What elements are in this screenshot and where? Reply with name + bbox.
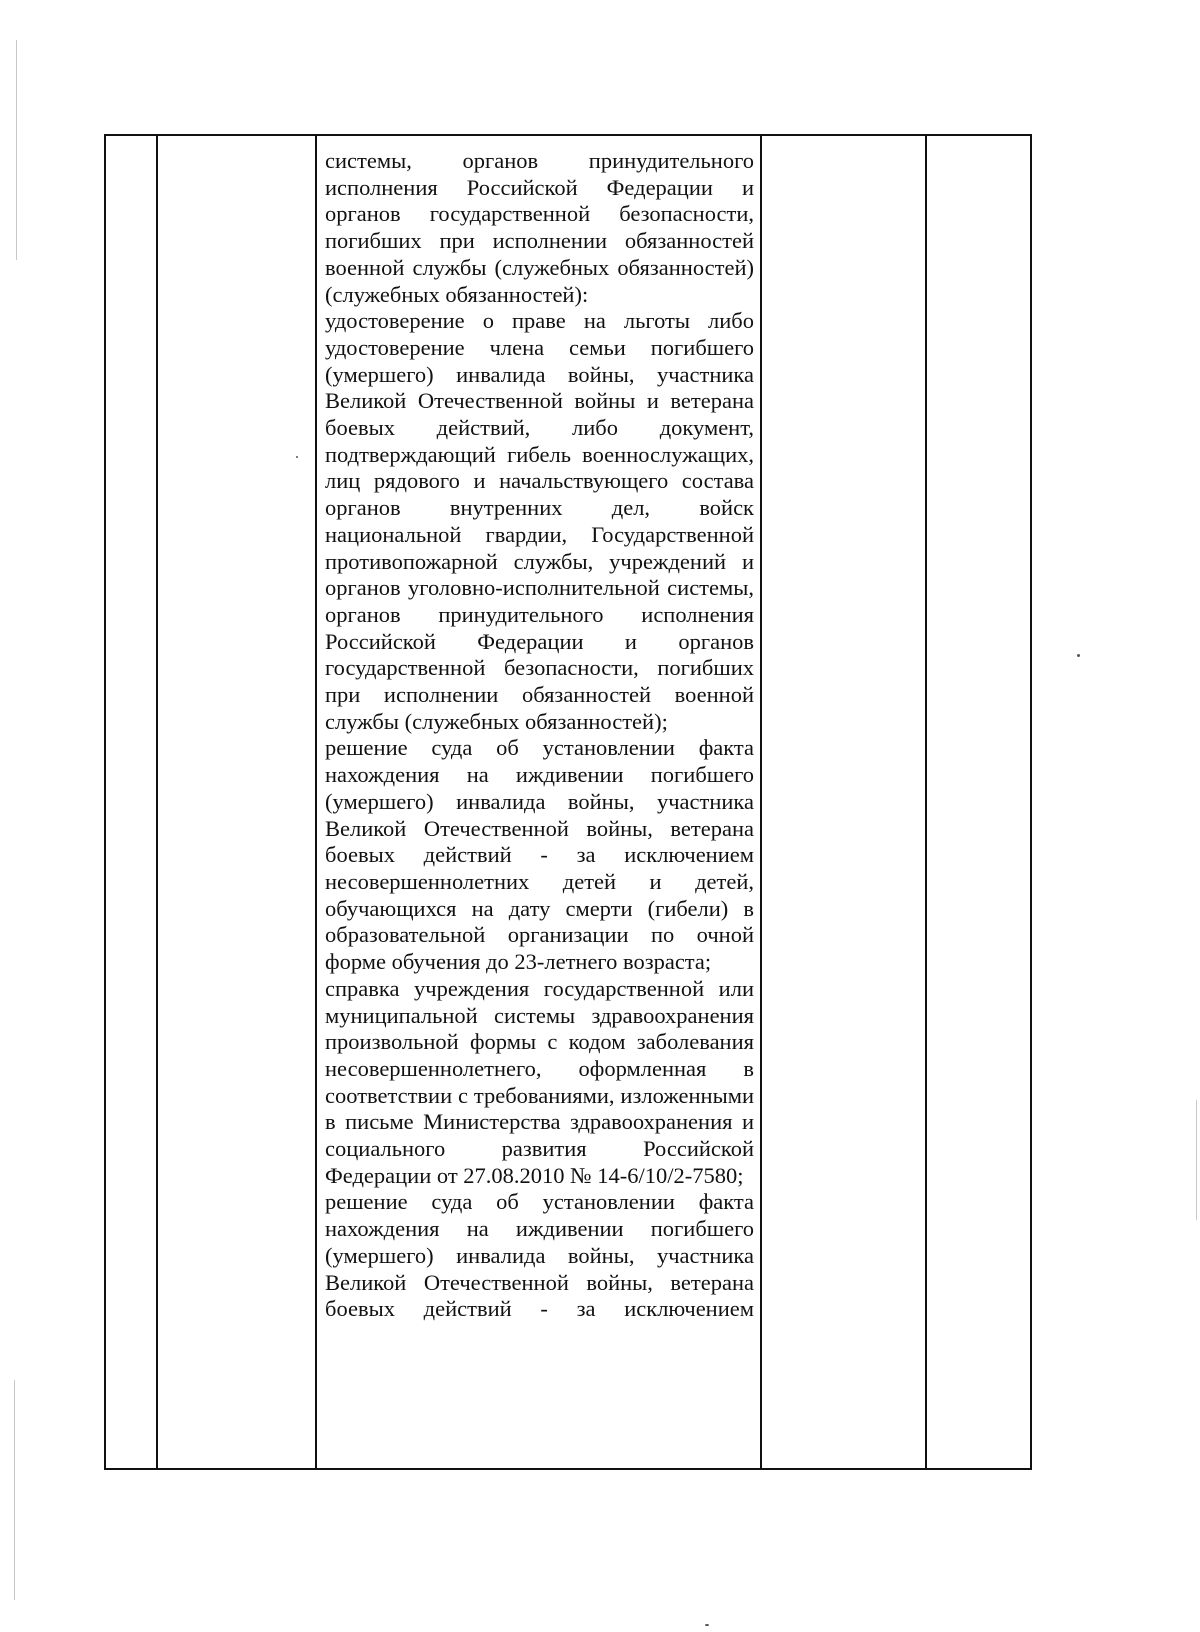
documents-paragraph: решение суда об установлении факта нахождения на иждивении погибшего (умершего) инвалида войны, участника Великой Отечественной войны, ветерана боевых действий - за исключением несовершеннолетних детей и детей, обучающихся на дату смерти (гибели) в образовательной организации по очной форме обучения до 23-летнего возраста; (325, 735, 754, 975)
documents-list (317, 136, 760, 1323)
scan-mark-right (1196, 1100, 1197, 1220)
table-row (105, 135, 1031, 1469)
documents-paragraph: удостоверение о праве на льготы либо удостоверение члена семьи погибшего (умершего) инвалида войны, участника Великой Отечественной войны и ветерана боевых действий, либо документ, подтверждающий гибель военнослужащих, лиц рядового и начальствующего состава органов внутренних дел, войск национальной гвардии, Государственной противопожарной службы, учреждений и органов уголовно-исполнительной системы, органов принудительного исполнения Российской Федерации и органов государственной безопасности, погибших при исполнении обязанностей военной службы (служебных обязанностей); (325, 308, 754, 734)
table-cell-extra (926, 135, 1031, 1469)
table-cell-notes (761, 135, 926, 1469)
scan-speck (1077, 654, 1080, 657)
scan-mark-left-lower (14, 1380, 15, 1600)
scan-speck (705, 1624, 709, 1626)
table-cell-category (157, 135, 316, 1469)
documents-paragraph: справка учреждения государственной или муниципальной системы здравоохранения произвольной формы с кодом заболевания несовершеннолетнего, оформленная в соответствии с требованиями, изложенными в письме Министерства здравоохранения и социального развития Российской Федерации от 27.08.2010 № 14-6/10/2-7580; (325, 975, 754, 1188)
scan-mark-left (16, 40, 17, 260)
documents-paragraph: системы, органов принудительного исполнения Российской Федерации и органов государственной безопасности, погибших при исполнении обязанностей военной службы (служебных обязанностей) (служебных обязанностей): (325, 148, 754, 307)
document-table (104, 134, 1032, 1470)
table-cell-number (105, 135, 157, 1469)
documents-paragraph: решение суда об установлении факта нахождения на иждивении погибшего (умершего) инвалида войны, участника Великой Отечественной войны, ветерана боевых действий - за исключением (325, 1189, 754, 1322)
table-cell-documents (316, 135, 761, 1469)
